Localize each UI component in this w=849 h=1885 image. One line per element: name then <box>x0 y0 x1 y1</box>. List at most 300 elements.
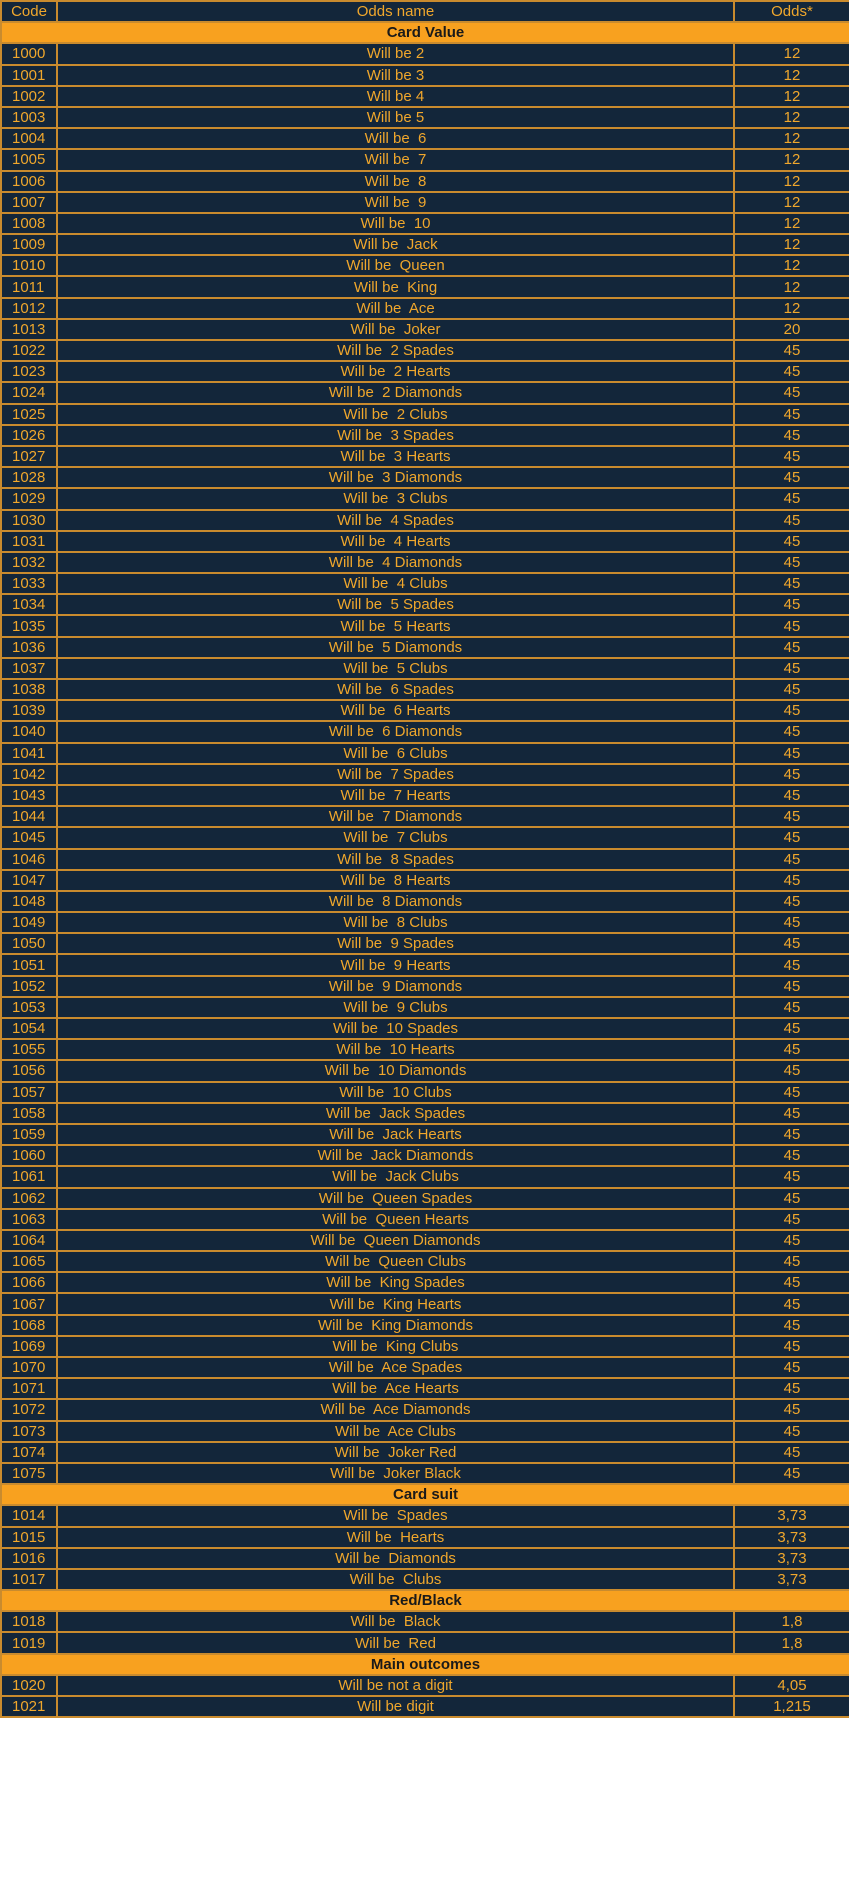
table-row <box>1 637 849 658</box>
odds-name-cell: Will be 10 Clubs <box>57 1082 734 1103</box>
table-row <box>1 1018 849 1039</box>
code-cell: 1063 <box>1 1209 57 1230</box>
code-cell: 1001 <box>1 65 57 86</box>
code-cell: 1039 <box>1 700 57 721</box>
odds-name-cell: Will be Joker Red <box>57 1442 734 1463</box>
table-row <box>1 298 849 319</box>
code-cell: 1069 <box>1 1336 57 1357</box>
table-row <box>1 849 849 870</box>
odds-value-cell: 45 <box>734 340 849 361</box>
odds-value-cell: 45 <box>734 658 849 679</box>
odds-name-cell: Will be 2 Clubs <box>57 404 734 425</box>
table-row <box>1 404 849 425</box>
odds-value-cell: 45 <box>734 1103 849 1124</box>
code-cell: 1048 <box>1 891 57 912</box>
odds-name-cell: Will be Jack <box>57 234 734 255</box>
odds-value-cell: 12 <box>734 234 849 255</box>
odds-name-cell: Will be 4 Hearts <box>57 531 734 552</box>
code-cell: 1052 <box>1 976 57 997</box>
odds-name-cell: Will be Queen Hearts <box>57 1209 734 1230</box>
table-row <box>1 1060 849 1081</box>
column-header-odds: Odds* <box>734 1 849 22</box>
odds-value-cell: 45 <box>734 510 849 531</box>
odds-name-cell: Will be 9 <box>57 192 734 213</box>
odds-name-cell: Will be Jack Clubs <box>57 1166 734 1187</box>
odds-name-cell: Will be 2 Diamonds <box>57 382 734 403</box>
code-cell: 1035 <box>1 615 57 636</box>
odds-name-cell: Will be 3 Clubs <box>57 488 734 509</box>
table-row <box>1 1463 849 1484</box>
odds-name-cell: Will be 10 Spades <box>57 1018 734 1039</box>
odds-value-cell: 45 <box>734 1272 849 1293</box>
odds-name-cell: Will be 6 <box>57 128 734 149</box>
table-row <box>1 806 849 827</box>
odds-value-cell: 45 <box>734 785 849 806</box>
odds-name-cell: Will be Queen Diamonds <box>57 1230 734 1251</box>
odds-value-cell: 45 <box>734 1124 849 1145</box>
odds-value-cell: 12 <box>734 86 849 107</box>
odds-value-cell: 45 <box>734 488 849 509</box>
table-row <box>1 128 849 149</box>
odds-name-cell: Will be digit <box>57 1696 734 1717</box>
odds-name-cell: Will be Ace Hearts <box>57 1378 734 1399</box>
odds-value-cell: 45 <box>734 1421 849 1442</box>
table-row <box>1 1272 849 1293</box>
code-cell: 1002 <box>1 86 57 107</box>
code-cell: 1008 <box>1 213 57 234</box>
table-row <box>1 764 849 785</box>
table-row <box>1 1505 849 1526</box>
odds-name-cell: Will be King Spades <box>57 1272 734 1293</box>
section-header-row <box>1 1484 849 1505</box>
code-cell: 1056 <box>1 1060 57 1081</box>
code-cell: 1068 <box>1 1315 57 1336</box>
odds-value-cell: 45 <box>734 1293 849 1314</box>
table-row <box>1 531 849 552</box>
code-cell: 1066 <box>1 1272 57 1293</box>
code-cell: 1074 <box>1 1442 57 1463</box>
odds-name-cell: Will be 7 Diamonds <box>57 806 734 827</box>
odds-name-cell: Will be 10 Diamonds <box>57 1060 734 1081</box>
odds-name-cell: Will be Diamonds <box>57 1548 734 1569</box>
table-row <box>1 1399 849 1420</box>
odds-name-cell: Will be 6 Clubs <box>57 743 734 764</box>
table-row <box>1 213 849 234</box>
table-row <box>1 1696 849 1717</box>
code-cell: 1022 <box>1 340 57 361</box>
code-cell: 1031 <box>1 531 57 552</box>
odds-value-cell: 3,73 <box>734 1548 849 1569</box>
odds-value-cell: 45 <box>734 700 849 721</box>
odds-name-cell: Will be 2 <box>57 43 734 64</box>
odds-name-cell: Will be 7 Spades <box>57 764 734 785</box>
odds-name-cell: Will be Red <box>57 1632 734 1653</box>
section-title: Card suit <box>1 1484 849 1505</box>
odds-value-cell: 45 <box>734 679 849 700</box>
table-row <box>1 976 849 997</box>
table-row <box>1 594 849 615</box>
table-row <box>1 1209 849 1230</box>
table-row <box>1 1421 849 1442</box>
code-cell: 1044 <box>1 806 57 827</box>
code-cell: 1013 <box>1 319 57 340</box>
odds-table-body <box>1 22 849 1717</box>
table-row <box>1 510 849 531</box>
odds-name-cell: Will be 3 Diamonds <box>57 467 734 488</box>
odds-value-cell: 45 <box>734 1251 849 1272</box>
table-row <box>1 1527 849 1548</box>
odds-name-cell: Will be 8 Clubs <box>57 912 734 933</box>
odds-value-cell: 3,73 <box>734 1505 849 1526</box>
table-row <box>1 86 849 107</box>
odds-value-cell: 45 <box>734 721 849 742</box>
table-row <box>1 1632 849 1653</box>
code-cell: 1036 <box>1 637 57 658</box>
odds-name-cell: Will be Joker <box>57 319 734 340</box>
odds-value-cell: 45 <box>734 997 849 1018</box>
table-row <box>1 1675 849 1696</box>
code-cell: 1041 <box>1 743 57 764</box>
code-cell: 1075 <box>1 1463 57 1484</box>
odds-value-cell: 45 <box>734 870 849 891</box>
odds-name-cell: Will be 3 <box>57 65 734 86</box>
odds-name-cell: Will be Queen <box>57 255 734 276</box>
odds-name-cell: Will be 9 Diamonds <box>57 976 734 997</box>
table-row <box>1 721 849 742</box>
odds-value-cell: 45 <box>734 1357 849 1378</box>
odds-name-cell: Will be Joker Black <box>57 1463 734 1484</box>
table-row <box>1 382 849 403</box>
table-row <box>1 192 849 213</box>
odds-value-cell: 45 <box>734 1230 849 1251</box>
table-row <box>1 1039 849 1060</box>
table-row <box>1 1082 849 1103</box>
table-row <box>1 1548 849 1569</box>
table-row <box>1 1103 849 1124</box>
code-cell: 1026 <box>1 425 57 446</box>
odds-value-cell: 45 <box>734 1336 849 1357</box>
odds-value-cell: 45 <box>734 1463 849 1484</box>
table-row <box>1 446 849 467</box>
odds-name-cell: Will be Ace Clubs <box>57 1421 734 1442</box>
code-cell: 1059 <box>1 1124 57 1145</box>
code-cell: 1017 <box>1 1569 57 1590</box>
code-cell: 1046 <box>1 849 57 870</box>
odds-value-cell: 45 <box>734 1145 849 1166</box>
odds-name-cell: Will be Jack Hearts <box>57 1124 734 1145</box>
table-row <box>1 552 849 573</box>
code-cell: 1040 <box>1 721 57 742</box>
code-cell: 1067 <box>1 1293 57 1314</box>
table-row <box>1 658 849 679</box>
code-cell: 1003 <box>1 107 57 128</box>
odds-name-cell: Will be 6 Hearts <box>57 700 734 721</box>
code-cell: 1030 <box>1 510 57 531</box>
code-cell: 1071 <box>1 1378 57 1399</box>
odds-name-cell: Will be Jack Spades <box>57 1103 734 1124</box>
table-row <box>1 615 849 636</box>
odds-value-cell: 45 <box>734 1378 849 1399</box>
odds-name-cell: Will be Ace Spades <box>57 1357 734 1378</box>
odds-value-cell: 45 <box>734 1060 849 1081</box>
column-header-odds-name: Odds name <box>57 1 734 22</box>
code-cell: 1037 <box>1 658 57 679</box>
odds-value-cell: 1,8 <box>734 1632 849 1653</box>
table-row <box>1 234 849 255</box>
code-cell: 1004 <box>1 128 57 149</box>
table-row <box>1 255 849 276</box>
code-cell: 1010 <box>1 255 57 276</box>
odds-name-cell: Will be Jack Diamonds <box>57 1145 734 1166</box>
odds-value-cell: 1,8 <box>734 1611 849 1632</box>
odds-value-cell: 45 <box>734 954 849 975</box>
odds-name-cell: Will be Queen Spades <box>57 1188 734 1209</box>
odds-value-cell: 45 <box>734 573 849 594</box>
code-cell: 1000 <box>1 43 57 64</box>
odds-value-cell: 45 <box>734 404 849 425</box>
code-cell: 1032 <box>1 552 57 573</box>
odds-value-cell: 45 <box>734 806 849 827</box>
code-cell: 1012 <box>1 298 57 319</box>
code-cell: 1025 <box>1 404 57 425</box>
odds-name-cell: Will be Queen Clubs <box>57 1251 734 1272</box>
odds-value-cell: 12 <box>734 65 849 86</box>
table-row <box>1 43 849 64</box>
odds-value-cell: 12 <box>734 149 849 170</box>
section-title: Card Value <box>1 22 849 43</box>
code-cell: 1060 <box>1 1145 57 1166</box>
code-cell: 1023 <box>1 361 57 382</box>
code-cell: 1006 <box>1 171 57 192</box>
code-cell: 1062 <box>1 1188 57 1209</box>
code-cell: 1045 <box>1 827 57 848</box>
code-cell: 1051 <box>1 954 57 975</box>
odds-value-cell: 45 <box>734 976 849 997</box>
odds-value-cell: 12 <box>734 298 849 319</box>
odds-name-cell: Will be King <box>57 276 734 297</box>
odds-value-cell: 45 <box>734 425 849 446</box>
odds-name-cell: Will be Hearts <box>57 1527 734 1548</box>
odds-value-cell: 45 <box>734 637 849 658</box>
odds-name-cell: Will be 8 Hearts <box>57 870 734 891</box>
odds-name-cell: Will be Black <box>57 1611 734 1632</box>
section-header-row <box>1 22 849 43</box>
code-cell: 1007 <box>1 192 57 213</box>
table-row <box>1 65 849 86</box>
odds-name-cell: Will be Spades <box>57 1505 734 1526</box>
odds-name-cell: Will be 4 <box>57 86 734 107</box>
table-row <box>1 1378 849 1399</box>
code-cell: 1054 <box>1 1018 57 1039</box>
code-cell: 1009 <box>1 234 57 255</box>
code-cell: 1021 <box>1 1696 57 1717</box>
odds-name-cell: Will be 5 Clubs <box>57 658 734 679</box>
odds-value-cell: 45 <box>734 615 849 636</box>
odds-name-cell: Will be King Clubs <box>57 1336 734 1357</box>
odds-value-cell: 12 <box>734 128 849 149</box>
code-cell: 1057 <box>1 1082 57 1103</box>
table-header-row <box>1 1 849 22</box>
table-row <box>1 1611 849 1632</box>
odds-name-cell: Will be 4 Diamonds <box>57 552 734 573</box>
section-title: Main outcomes <box>1 1654 849 1675</box>
odds-value-cell: 12 <box>734 43 849 64</box>
table-row <box>1 1293 849 1314</box>
code-cell: 1038 <box>1 679 57 700</box>
odds-value-cell: 45 <box>734 1442 849 1463</box>
table-row <box>1 340 849 361</box>
odds-name-cell: Will be 8 <box>57 171 734 192</box>
table-row <box>1 997 849 1018</box>
odds-value-cell: 4,05 <box>734 1675 849 1696</box>
code-cell: 1053 <box>1 997 57 1018</box>
odds-value-cell: 12 <box>734 171 849 192</box>
code-cell: 1049 <box>1 912 57 933</box>
table-row <box>1 785 849 806</box>
table-row <box>1 149 849 170</box>
code-cell: 1043 <box>1 785 57 806</box>
table-row <box>1 870 849 891</box>
code-cell: 1011 <box>1 276 57 297</box>
code-cell: 1020 <box>1 1675 57 1696</box>
odds-value-cell: 45 <box>734 827 849 848</box>
odds-name-cell: Will be 7 Clubs <box>57 827 734 848</box>
odds-value-cell: 45 <box>734 743 849 764</box>
odds-value-cell: 45 <box>734 849 849 870</box>
odds-value-cell: 12 <box>734 107 849 128</box>
odds-name-cell: Will be 6 Spades <box>57 679 734 700</box>
odds-name-cell: Will be 2 Hearts <box>57 361 734 382</box>
table-row <box>1 171 849 192</box>
code-cell: 1033 <box>1 573 57 594</box>
odds-name-cell: Will be King Hearts <box>57 1293 734 1314</box>
section-header-row <box>1 1654 849 1675</box>
table-row <box>1 425 849 446</box>
odds-name-cell: Will be 5 <box>57 107 734 128</box>
code-cell: 1028 <box>1 467 57 488</box>
table-row <box>1 891 849 912</box>
odds-name-cell: Will be 2 Spades <box>57 340 734 361</box>
code-cell: 1014 <box>1 1505 57 1526</box>
odds-name-cell: Will be 7 Hearts <box>57 785 734 806</box>
odds-name-cell: Will be 3 Hearts <box>57 446 734 467</box>
odds-value-cell: 45 <box>734 1018 849 1039</box>
code-cell: 1019 <box>1 1632 57 1653</box>
table-row <box>1 827 849 848</box>
odds-name-cell: Will be 4 Spades <box>57 510 734 531</box>
odds-name-cell: Will be 9 Clubs <box>57 997 734 1018</box>
odds-value-cell: 3,73 <box>734 1527 849 1548</box>
odds-name-cell: Will be King Diamonds <box>57 1315 734 1336</box>
odds-name-cell: Will be 4 Clubs <box>57 573 734 594</box>
odds-name-cell: Will be Ace Diamonds <box>57 1399 734 1420</box>
code-cell: 1034 <box>1 594 57 615</box>
table-row <box>1 467 849 488</box>
odds-value-cell: 12 <box>734 255 849 276</box>
table-row <box>1 1230 849 1251</box>
code-cell: 1070 <box>1 1357 57 1378</box>
odds-name-cell: Will be 5 Spades <box>57 594 734 615</box>
code-cell: 1016 <box>1 1548 57 1569</box>
column-header-code: Code <box>1 1 57 22</box>
odds-value-cell: 45 <box>734 1209 849 1230</box>
odds-name-cell: Will be Ace <box>57 298 734 319</box>
table-row <box>1 954 849 975</box>
odds-value-cell: 3,73 <box>734 1569 849 1590</box>
table-row <box>1 361 849 382</box>
code-cell: 1027 <box>1 446 57 467</box>
odds-value-cell: 45 <box>734 1399 849 1420</box>
odds-value-cell: 45 <box>734 1166 849 1187</box>
table-row <box>1 1336 849 1357</box>
odds-name-cell: Will be 8 Spades <box>57 849 734 870</box>
table-row <box>1 700 849 721</box>
odds-value-cell: 45 <box>734 1315 849 1336</box>
odds-name-cell: Will be 5 Diamonds <box>57 637 734 658</box>
section-header-row <box>1 1590 849 1611</box>
code-cell: 1072 <box>1 1399 57 1420</box>
odds-value-cell: 12 <box>734 276 849 297</box>
table-row <box>1 276 849 297</box>
code-cell: 1064 <box>1 1230 57 1251</box>
code-cell: 1047 <box>1 870 57 891</box>
table-row <box>1 488 849 509</box>
odds-value-cell: 12 <box>734 213 849 234</box>
odds-name-cell: Will be 5 Hearts <box>57 615 734 636</box>
code-cell: 1050 <box>1 933 57 954</box>
table-row <box>1 1145 849 1166</box>
odds-value-cell: 45 <box>734 1039 849 1060</box>
code-cell: 1018 <box>1 1611 57 1632</box>
odds-value-cell: 45 <box>734 382 849 403</box>
odds-value-cell: 45 <box>734 933 849 954</box>
table-row <box>1 1124 849 1145</box>
odds-value-cell: 45 <box>734 531 849 552</box>
code-cell: 1061 <box>1 1166 57 1187</box>
table-row <box>1 679 849 700</box>
code-cell: 1042 <box>1 764 57 785</box>
table-row <box>1 1166 849 1187</box>
code-cell: 1029 <box>1 488 57 509</box>
odds-value-cell: 45 <box>734 912 849 933</box>
odds-name-cell: Will be not a digit <box>57 1675 734 1696</box>
code-cell: 1073 <box>1 1421 57 1442</box>
odds-value-cell: 45 <box>734 594 849 615</box>
table-row <box>1 319 849 340</box>
odds-value-cell: 12 <box>734 192 849 213</box>
code-cell: 1015 <box>1 1527 57 1548</box>
table-row <box>1 1251 849 1272</box>
odds-name-cell: Will be 10 Hearts <box>57 1039 734 1060</box>
odds-name-cell: Will be 8 Diamonds <box>57 891 734 912</box>
odds-name-cell: Will be 9 Hearts <box>57 954 734 975</box>
odds-value-cell: 20 <box>734 319 849 340</box>
section-title: Red/Black <box>1 1590 849 1611</box>
odds-value-cell: 45 <box>734 467 849 488</box>
odds-value-cell: 45 <box>734 891 849 912</box>
odds-value-cell: 45 <box>734 1082 849 1103</box>
odds-value-cell: 45 <box>734 764 849 785</box>
code-cell: 1024 <box>1 382 57 403</box>
odds-name-cell: Will be 7 <box>57 149 734 170</box>
code-cell: 1055 <box>1 1039 57 1060</box>
odds-value-cell: 45 <box>734 552 849 573</box>
odds-value-cell: 45 <box>734 1188 849 1209</box>
code-cell: 1058 <box>1 1103 57 1124</box>
table-row <box>1 1442 849 1463</box>
odds-value-cell: 1,215 <box>734 1696 849 1717</box>
odds-value-cell: 45 <box>734 446 849 467</box>
